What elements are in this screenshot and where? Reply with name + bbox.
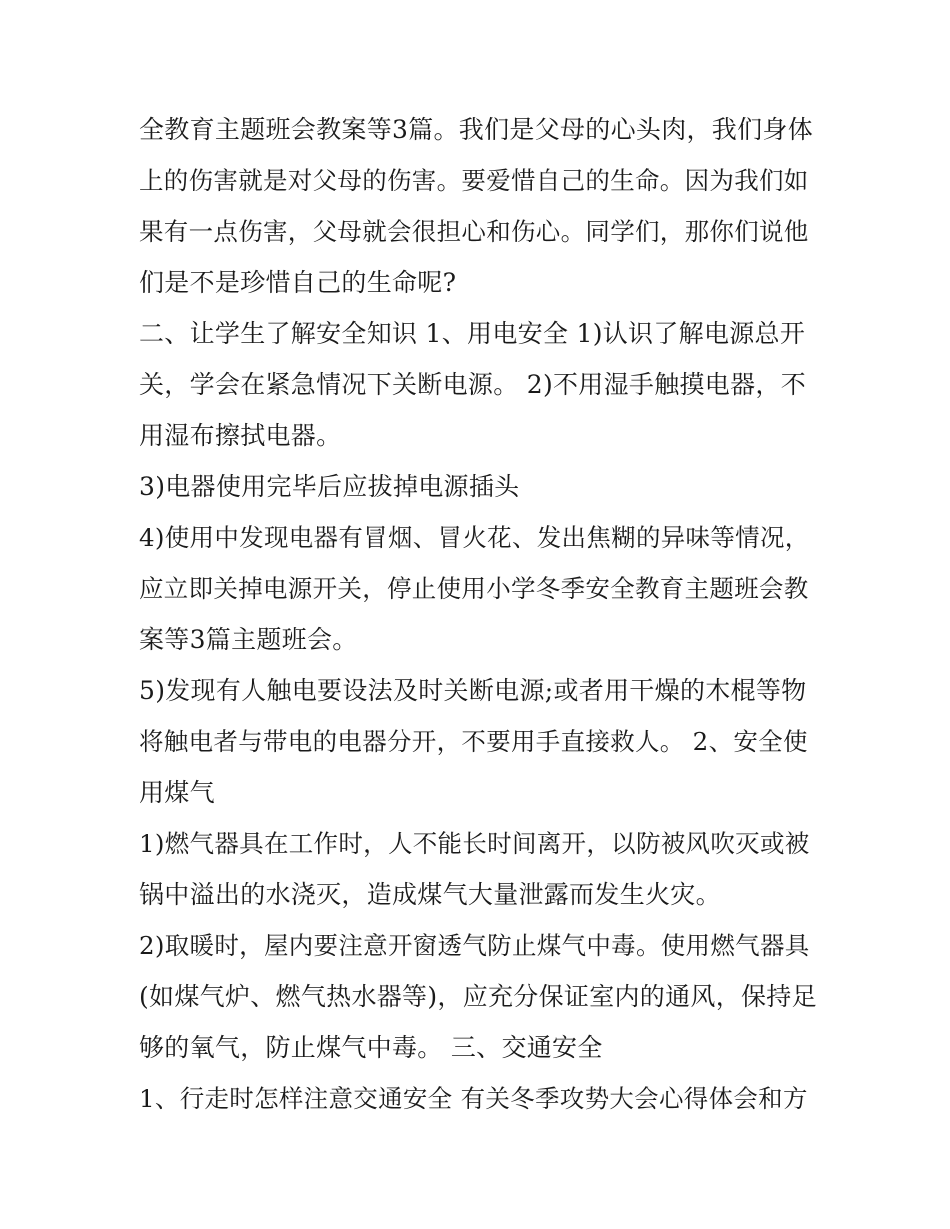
- text-line: 用湿布擦拭电器。: [139, 421, 342, 450]
- text-line: 够的氧气，防止煤气中毒。 三、交通安全: [139, 1033, 603, 1062]
- text-line: 1、行走时怎样注意交通安全 有关冬季攻势大会心得体会和方: [139, 1084, 808, 1113]
- text-line: 们是不是珍惜自己的生命呢?: [139, 268, 457, 297]
- text-line: 果有一点伤害，父母就会很担心和伤心。同学们，那你们说他: [139, 217, 809, 246]
- text-line: 4)使用中发现电器有冒烟、冒火花、发出焦糊的异味等情况，: [139, 523, 810, 552]
- text-line: 关，学会在紧急情况下关断电源。 2)不用湿手触摸电器，不: [139, 370, 807, 399]
- text-line: (如煤气炉、燃气热水器等)，应充分保证室内的通风，保持足: [139, 982, 817, 1011]
- text-line: 5)发现有人触电要设法及时关断电源;或者用干燥的木棍等物: [139, 676, 807, 705]
- text-line: 全教育主题班会教案等3篇。我们是父母的心头肉，我们身体: [139, 115, 814, 144]
- text-line: 上的伤害就是对父母的伤害。要爱惜自己的生命。因为我们如: [139, 166, 809, 195]
- text-line: 锅中溢出的水浇灭，造成煤气大量泄露而发生火灾。: [139, 880, 721, 909]
- text-line: 案等3篇主题班会。: [139, 625, 358, 654]
- text-line: 3)电器使用完毕后应拔掉电源插头: [139, 472, 520, 501]
- text-line: 将触电者与带电的电器分开，不要用手直接救人。 2、安全使: [139, 727, 808, 756]
- text-line: 二、让学生了解安全知识 1、用电安全 1)认识了解电源总开: [139, 319, 806, 348]
- text-line: 2)取暖时，屋内要注意开窗透气防止煤气中毒。使用燃气器具: [139, 931, 810, 960]
- document-body: [139, 104, 819, 1124]
- text-line: 用煤气: [139, 778, 215, 807]
- text-line: 1)燃气器具在工作时，人不能长时间离开，以防被风吹灭或被: [139, 829, 810, 858]
- text-line: 应立即关掉电源开关，停止使用小学冬季安全教育主题班会教: [139, 574, 809, 603]
